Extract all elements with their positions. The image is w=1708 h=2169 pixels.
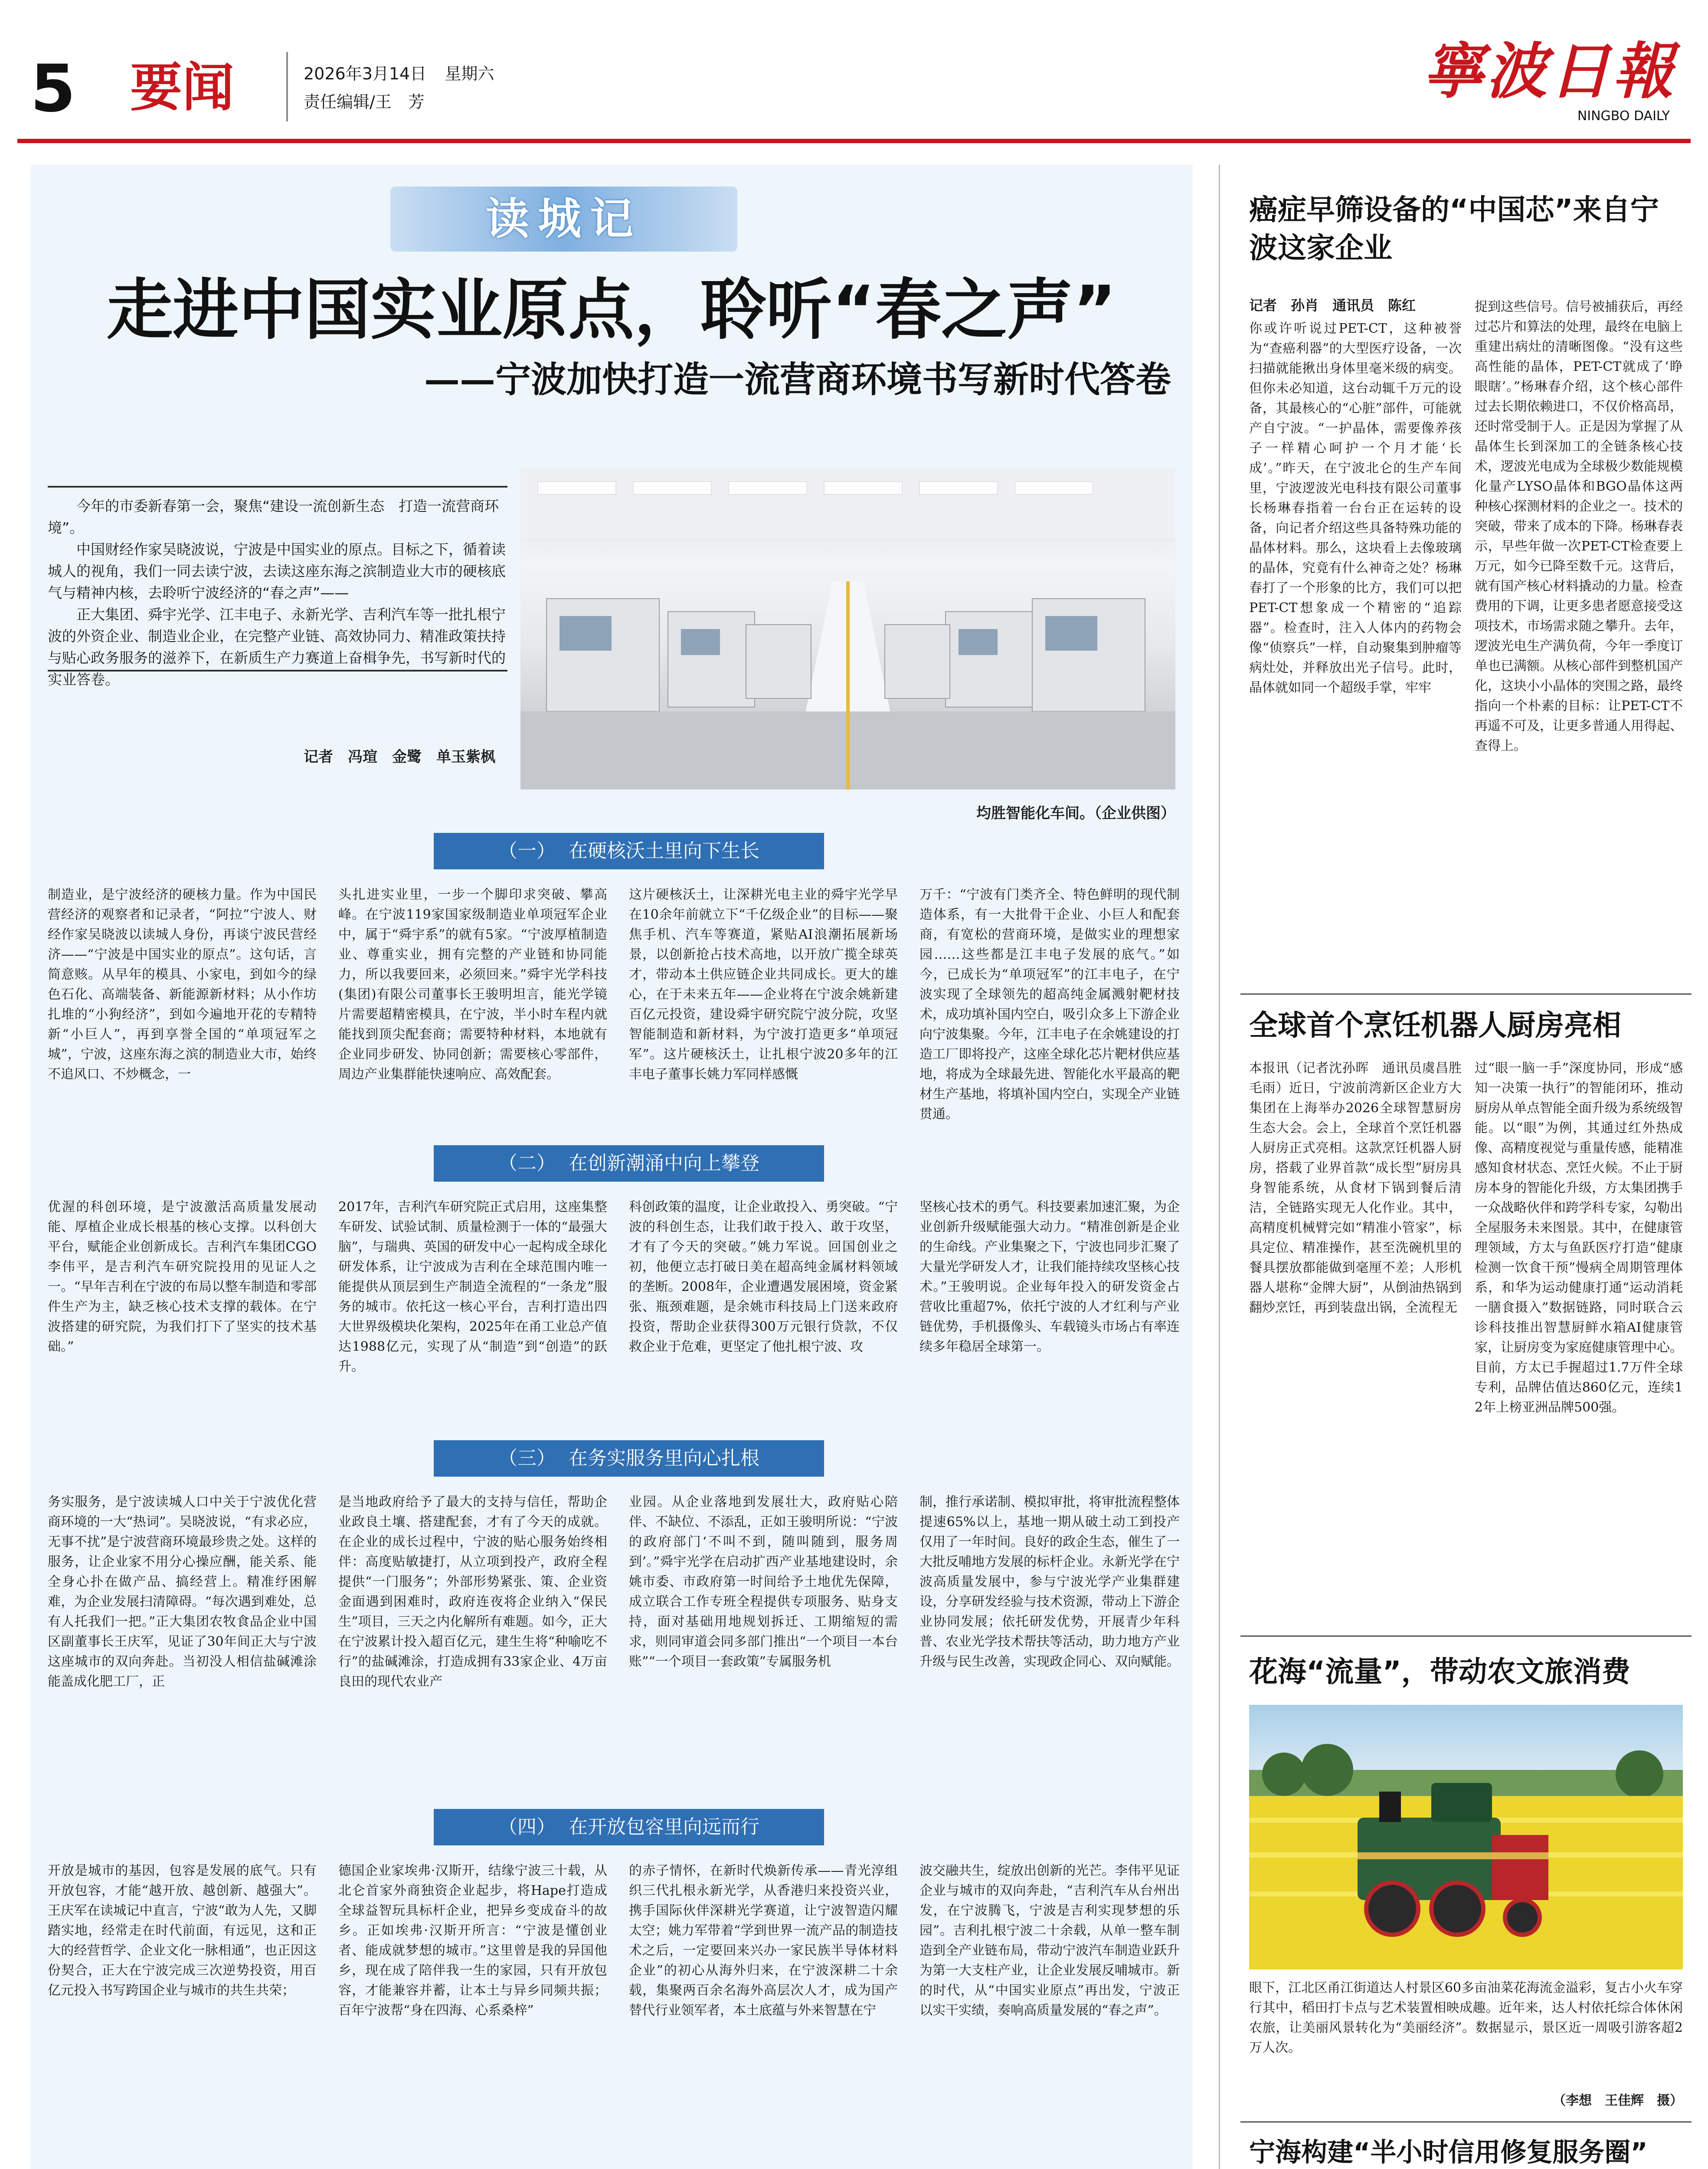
section-2-title: 在创新潮涌中向上攀登 (569, 1152, 759, 1174)
section-2-number: （二） (498, 1152, 556, 1174)
section-2-text-col-3: 科创政策的温度，让企业敢投入、勇突破。“宁波的科创生态，让我们敢于投入、敢于攻坚，才有了今天的突破。”姚力军说。回国创业之初，他便立志打破日美在超高纯金属材料领域的垄断。2008年，企业遭遇发展困境，资金紧张、瓶颈难题，是余姚市科技局上门送来政府投资，帮助企业获得300万元银行贷款，不仅救企业于危难，更坚定了他扎根宁波、攻 (629, 1199, 898, 1354)
column-badge (390, 187, 737, 252)
sidebar-article-1-col-2: 捉到这些信号。信号被捕获后，再经过芯片和算法的处理，最终在电脑上重建出病灶的清晰图像。“没有这些高性能的晶体，PET-CT就成了‘睁眼瞎’。”杨琳春介绍，这个核心部件过去长期依赖进口，不仅价格高昂，还时常受制于人。正是因为掌握了从晶体生长到深加工的全链条核心技术，逻波光电成为全球极少数能规模化量产LYSO晶体和BGO晶体这两种核心探测材料的企业之一。技术的突破，带来了成本的下降。杨琳春表示，早些年做一次PET-CT检查要上万元，如今已降至数千元。这背后，就有国产核心材料撬动的力量。检查费用的下调，让更多患者愿意接受这项技术，市场需求随之攀升。去年，逻波光电生产满负荷，今年一季度订单也已满额。从核心部件到整机国产化，这块小小晶体的突围之路，最终指向一个朴素的目标：让PET-CT不再遥不可及，让更多普通人用得起、查得上。 (1475, 299, 1683, 754)
section-4-number: （四） (498, 1816, 556, 1838)
section-name: 要闻 (130, 58, 234, 118)
section-4-text-col-4: 波交融共生，绽放出创新的光芒。李伟平见证企业与城市的双向奔赴，“吉利汽车从台州出发，在宁波腾飞，宁波是吉利实现梦想的乐园”。吉利扎根宁波二十余载，从单一整车制造到全产业链布局，带动宁波汽车制造业跃升为第一大支柱产业，让企业发展反哺城市。新的时代，从“中国实业原点”再出发，宁波正以实干实绩，奏响高质量发展的“春之声”。 (919, 1863, 1180, 2018)
lead-intro-p2: 中国财经作家吴晓波说，宁波是中国实业的原点。目标之下，循着读城人的视角，我们一同去读宁波，去读这座东海之滨制造业大市的硬核底气与精神内核，去聆听宁波经济的“春之声”—— (48, 541, 506, 601)
masthead-rule (17, 139, 1691, 143)
section-3-text-col-4: 制，推行承诺制、模拟审批，将审批流程整体提速65%以上，基地一期从破土动工到投产仅用了一年时间。良好的政企生态，催生了一大批反哺地方发展的标杆企业。永新光学在宁波高质量发展中，参与宁波光学产业集群建设，分享研发经验与技术资源，带动上下游企业协同发展；依托研发优势，开展青少年科普、农业光学技术帮扶等活动，助力地方产业升级与民生改善，实现政企同心、双向赋能。 (919, 1494, 1180, 1669)
section-bar-1 (434, 833, 824, 869)
flower-field-caption: 眼下，江北区甬江街道达人村景区60多亩油菜花海流金溢彩，复古小火车穿行其中，稻田打卡点与艺术装置相映成趣。近年来，达人村依托综合体休闲农旅，让美丽风景转化为“美丽经济”。数据显示，景区近一周吸引游客超2万人次。 (1249, 1980, 1683, 2055)
sidebar-article-2-title: 全球首个烹饪机器人厨房亮相 (1249, 1009, 1621, 1042)
factory-photo (520, 469, 1175, 790)
sidebar-rule-1 (1240, 993, 1692, 995)
lead-intro-p1: 今年的市委新春第一会，聚焦“建设一流创新生态 打造一流营商环境”。 (48, 498, 499, 536)
sidebar-rule-3 (1240, 2121, 1692, 2123)
lead-byline: 记者 冯瑄 金鹭 单玉紫枫 (304, 748, 495, 766)
section-4-text-col-3: 的赤子情怀，在新时代焕新传承——青光淳组织三代扎根永新光学，从香港归来投资兴业，携手国际伙伴深耕光学赛道，让宁波智造闪耀太空；姚力军带着“学到世界一流产品的制造技术之后，一定要回来兴办一家民族半导体材料企业”的初心从海外归来，在宁波深耕二十余载，集聚两百余名海外高层次人才，成为国产替代行业领军者，本土底蕴与外来智慧在宁 (629, 1863, 898, 2018)
column-badge-text: 读城记 (486, 193, 642, 244)
sidebar-rule-2 (1240, 1635, 1692, 1637)
flower-field-credit: （李想 王佳辉 摄） (1553, 2093, 1683, 2108)
issue-weekday: 星期六 (445, 64, 494, 83)
sidebar-article-1-col-1: 你或许听说过PET-CT，这种被誉为“查癌利器”的大型医疗设备，一次扫描就能揪出身体里毫米级的病变。但你未必知道，这台动辄千万元的设备，其最核心的“心脏”部件，可能就产自宁波。“一护晶体，需要像养孩子一样精心呵护一个月才能‘长成’。”昨天，在宁波北仑的生产车间里，宁波逻波光电科技有限公司董事长杨琳春指着一台台正在运转的设备，向记者介绍这些具备特殊功能的晶体材料。那么，这块看上去像玻璃的晶体，究竟有什么神奇之处？杨琳春打了一个形象的比方，我们可以把PET-CT想象成一个精密的“追踪器”。检查时，注入人体内的药物会像“侦察兵”一样，自动聚集到肿瘤等病灶处，并释放出光子信号。此时，晶体就如同一个超级手掌，牢牢 (1249, 321, 1462, 695)
section-3-text-col-1: 务实服务，是宁波读城人口中关于宁波优化营商环境的一大“热词”。吴晓波说，“有求必应，无事不扰”是宁波营商环境最珍贵之处。这样的服务，让企业家不用分心操应酬，能关系、能全身心扑在做产品、搞经营上。精准纾困解难，为企业发展扫清障碍。“每次遇到难处，总有人托我们一把。”正大集团农牧食品企业中国区副董事长王庆军，见证了30年间正大与宁波这座城市的双向奔赴。当初没人相信盐碱滩涂能盖成化肥工厂，正 (48, 1494, 317, 1689)
sidebar-article-2-col-2: 过“眼一脑一手”深度协同，形成“感知一决策一执行”的智能闭环，推动厨房从单点智能全面升级为系统级智能。以“眼”为例，其通过红外热成像、高精度视觉与重量传感，能精准感知食材状态、烹饪火候。不止于厨房本身的智能化升级，方太集团携手一众战略伙伴和跨学科专家，勾勒出全屋服务未来图景。其中，在健康管理领域，方太与鱼跃医疗打造“健康检测一饮食干预”慢病全周期管理体系，和华为运动健康打通“运动消耗一膳食摄入”数据链路，同时联合云诊科技推出智慧厨鲜水箱AI健康管家，让厨房变为家庭健康管理中心。目前，方太已手握超过1.7万件全球专利，品牌估值达860亿元，连续12年上榜亚洲品牌500强。 (1475, 1061, 1683, 1415)
section-1-number: （一） (498, 840, 556, 862)
page-number: 5 (30, 51, 76, 127)
section-2-text-col-2: 2017年，吉利汽车研究院正式启用，这座集整车研发、试验试制、质量检测于一体的“最强大脑”，与瑞典、英国的研发中心一起构成全球化研发体系，让宁波成为吉利在全球范围内唯一能提供从顶层到生产制造全流程的“一条龙”服务的城市。依托这一核心平台，吉利打造出四大世界级模块化架构，2025年在甬工业总产值达1988亿元，实现了从“制造”到“创造”的跃升。 (338, 1199, 607, 1374)
section-1-text-col-1: 制造业，是宁波经济的硬核力量。作为中国民营经济的观察者和记录者，“阿拉”宁波人、财经作家吴晓波以读城人身份，再谈宁波民营经济——“宁波是中国实业的原点”。这句话，言简意赅。从早年的模具、小家电，到如今的绿色石化、高端装备、新能源新材料；从小作坊扎堆的“小狗经济”，到如今遍地开花的专精特新“小巨人”，再到享誉全国的“单项冠军之城”，宁波，这座东海之滨的制造业大市，始终不追风口、不炒概念，一 (48, 887, 317, 1082)
lead-intro-p3: 正大集团、舜宇光学、江丰电子、永新光学、吉利汽车等一批扎根宁波的外资企业、制造业企业，在完整产业链、高效协同力、精准政策扶持与贴心政务服务的滋养下，在新质生产力赛道上奋楫争先，书写新时代的实业答卷。 (48, 606, 506, 688)
section-1-text-col-4: 万千：“宁波有门类齐全、特色鲜明的现代制造体系，有一大批骨干企业、小巨人和配套商，有宽松的营商环境，是做实业的理想家园……这些都是江丰电子发展的底气。”如今，已成长为“单项冠军”的江丰电子，在宁波实现了全球领先的超高纯金属溅射靶材技术，成功填补国内空白，吸引众多上下游企业向宁波集聚。今年，江丰电子在余姚建设的打造工厂即将投产，这座全球化芯片靶材供应基地，将成为全球最先进、智能化水平最高的靶材生产基地，将填补国内空白，实现全产业链贯通。 (919, 887, 1180, 1122)
section-1-text-col-2: 头扎进实业里，一步一个脚印求突破、攀高峰。在宁波119家国家级制造业单项冠军企业中，属于“舜宇系”的就有5家。“宁波厚植制造业、尊重实业，拥有完整的产业链和协同能力，所以我要回来，必须回来。”舜宇光学科技(集团)有限公司董事长王骏明坦言，能光学镜片需要超精密模具，在宁波，半小时车程内就能找到顶尖配套商；需要特种材料，本地就有企业同步研发、协同创新；需要核心零部件，周边产业集群能快速响应、高效配套。 (338, 887, 607, 1082)
paper-logo (1423, 35, 1683, 130)
section-4-text-col-1: 开放是城市的基因，包容是发展的底气。只有开放包容，才能“越开放、越创新、越强大”。王庆军在读城记中直言，宁波“敢为人先，又脚踏实地，经常走在时代前面，有远见，这和正大的经营哲学、企业文化一脉相通”，也正因这份契合，正大在宁波完成三次逆势投资，用百亿元投入书写跨国企业与城市的共生共荣； (48, 1863, 317, 1998)
flower-field-photo (1249, 1705, 1683, 1969)
section-4-text-col-2: 德国企业家埃弗·汉斯开，结缘宁波三十载，从北仑首家外商独资企业起步，将Hape打造成全球益智玩具标杆企业，把异乡变成奋斗的故乡。正如埃弗·汉斯开所言：“宁波是懂创业者、能成就梦想的城市。”这里曾是我的异国他乡，现在成了陪伴我一生的家园，只有开放包容，才能兼容并蓄，让本土与异乡同频共振；百年宁波帮“身在四海、心系桑梓” (338, 1863, 607, 2018)
section-1-title: 在硬核沃土里向下生长 (569, 840, 759, 862)
section-2-text-col-4: 坚核心技术的勇气。科技要素加速汇聚，为企业创新升级赋能强大动力。“精准创新是企业的生命线。产业集聚之下，宁波也同步汇聚了大量光学研发人才，让我们能持续攻坚核心技术。”王骏明说。企业每年投入的研发资金占营收比重超7%，依托宁波的人才红利与产业链优势，手机摄像头、车载镜头市场占有率连续多年稳居全球第一。 (919, 1199, 1180, 1354)
lead-subtitle: ——宁波加快打造一流营商环境书写新时代答卷 (424, 359, 1171, 400)
section-bar-3 (434, 1440, 824, 1477)
issue-date: 2026年3月14日 (304, 64, 427, 83)
sidebar-article-3-title: 花海“流量”，带动农文旅消费 (1249, 1655, 1630, 1688)
section-2-text-col-1: 优渥的科创环境，是宁波激活高质量发展动能、厚植企业成长根基的核心支撑。以科创大平台，赋能企业创新成长。吉利汽车集团CGO李伟平，是吉利汽车研究院投用的见证人之一。“早年吉利在宁波的布局以整车制造和零部件生产为主，缺乏核心技术支撑的载体。在宁波搭建的研究院，为我们打下了坚实的技术基础。” (48, 1199, 317, 1354)
section-3-title: 在务实服务里向心扎根 (569, 1447, 759, 1469)
sidebar-article-2-col-1: 本报讯（记者沈孙晖 通讯员虞昌胜 毛雨）近日，宁波前湾新区企业方大集团在上海举办2026全球智慧厨房生态大会。会上，全球首个烹饪机器人厨房正式亮相。这款烹饪机器人厨房，搭载了业界首款“成长型”厨房具身智能系统，从食材下锅到餐后清洁，全链路实现无人化作业。其中，高精度机械臂完如“精准小管家”，标具定位、精准操作，甚至洗碗机里的餐具摆放都能做到毫厘不差；人形机器人堪称“金牌大厨”，从倒油热锅到翻炒烹饪，再到装盘出锅，全流程无 (1249, 1061, 1475, 1315)
section-3-text-col-3: 业园。从企业落地到发展壮大，政府贴心陪伴、不缺位、不添乱，正如王骏明所说：“宁波的政府部门‘不叫不到，随叫随到，服务周到’。”舜宇光学在启动扩西产业基地建设时，余姚市委、市政府第一时间给予土地优先保障，成立联合工作专班全程提供专项服务、贴身支持，面对基础用地规划拆迁、工期缩短的需求，则同审道会同多部门推出“一个项目一本台账”“一个项目一套政策”专属服务机 (629, 1494, 898, 1669)
section-1-text-col-3: 这片硬核沃土，让深耕光电主业的舜宇光学早在10余年前就立下“千亿级企业”的目标——聚焦手机、汽车等赛道，紧贴AI浪潮拓展新场景，以创新抢占技术高地，以开放广揽全球英才，带动本土供应链企业共同成长。更大的雄心，在于未来五年——企业将在宁波余姚新建百亿元投资，建设舜宇研究院宁波分院，攻坚智能制造和新材料，为宁波打造更多“单项冠军”。这片硬核沃土，让扎根宁波20多年的江丰电子董事长姚力军同样感慨 (629, 887, 898, 1082)
sidebar-divider (1219, 165, 1220, 2169)
sidebar-article-4-title: 宁海构建“半小时信用修复服务圈” (1249, 2137, 1648, 2168)
section-4-title: 在开放包容里向远而行 (569, 1816, 759, 1838)
section-3-text-col-2: 是当地政府给予了最大的支持与信任，帮助企业政良土壤、搭建配套，才有了今天的成就。在企业的成长过程中，宁波的贴心服务始终相伴：高度贴敏捷打，从立项到投产，政府全程提供“一门服务”；外部形势紧张、策、企业资金面遇到困难时，政府连夜将企业纳入“保民生”项目，三天之内化解所有难题。如今，正大在宁波累计投入超百亿元，建生生将“种喻吃不行”的盐碱滩涂，打造成拥有33家企业、4万亩良田的现代农业产 (338, 1494, 607, 1689)
section-bar-4 (434, 1809, 824, 1845)
lead-title: 走进中国实业原点，聆听“春之声” (107, 272, 1116, 348)
masthead-editor: 责任编辑/王 芳 (304, 92, 425, 111)
sidebar-article-1-title: 癌症早筛设备的“中国芯”来自宁波这家企业 (1249, 193, 1659, 265)
flower-field-illustration (1249, 1705, 1683, 1969)
section-bar-2 (434, 1145, 824, 1182)
masthead-date-line (304, 61, 494, 87)
factory-photo-illustration (520, 469, 1175, 790)
factory-photo-caption: 均胜智能化车间。（企业供图） (976, 805, 1175, 822)
masthead-divider (286, 52, 288, 121)
lead-intro-box (48, 486, 507, 688)
section-3-number: （三） (498, 1447, 556, 1469)
sidebar-article-1-byline: 记者 孙肖 通讯员 陈红 (1249, 297, 1416, 314)
paper-logo-en: NINGBO DAILY (1577, 108, 1670, 124)
paper-logo-text: 寧波日報 (1423, 36, 1676, 107)
